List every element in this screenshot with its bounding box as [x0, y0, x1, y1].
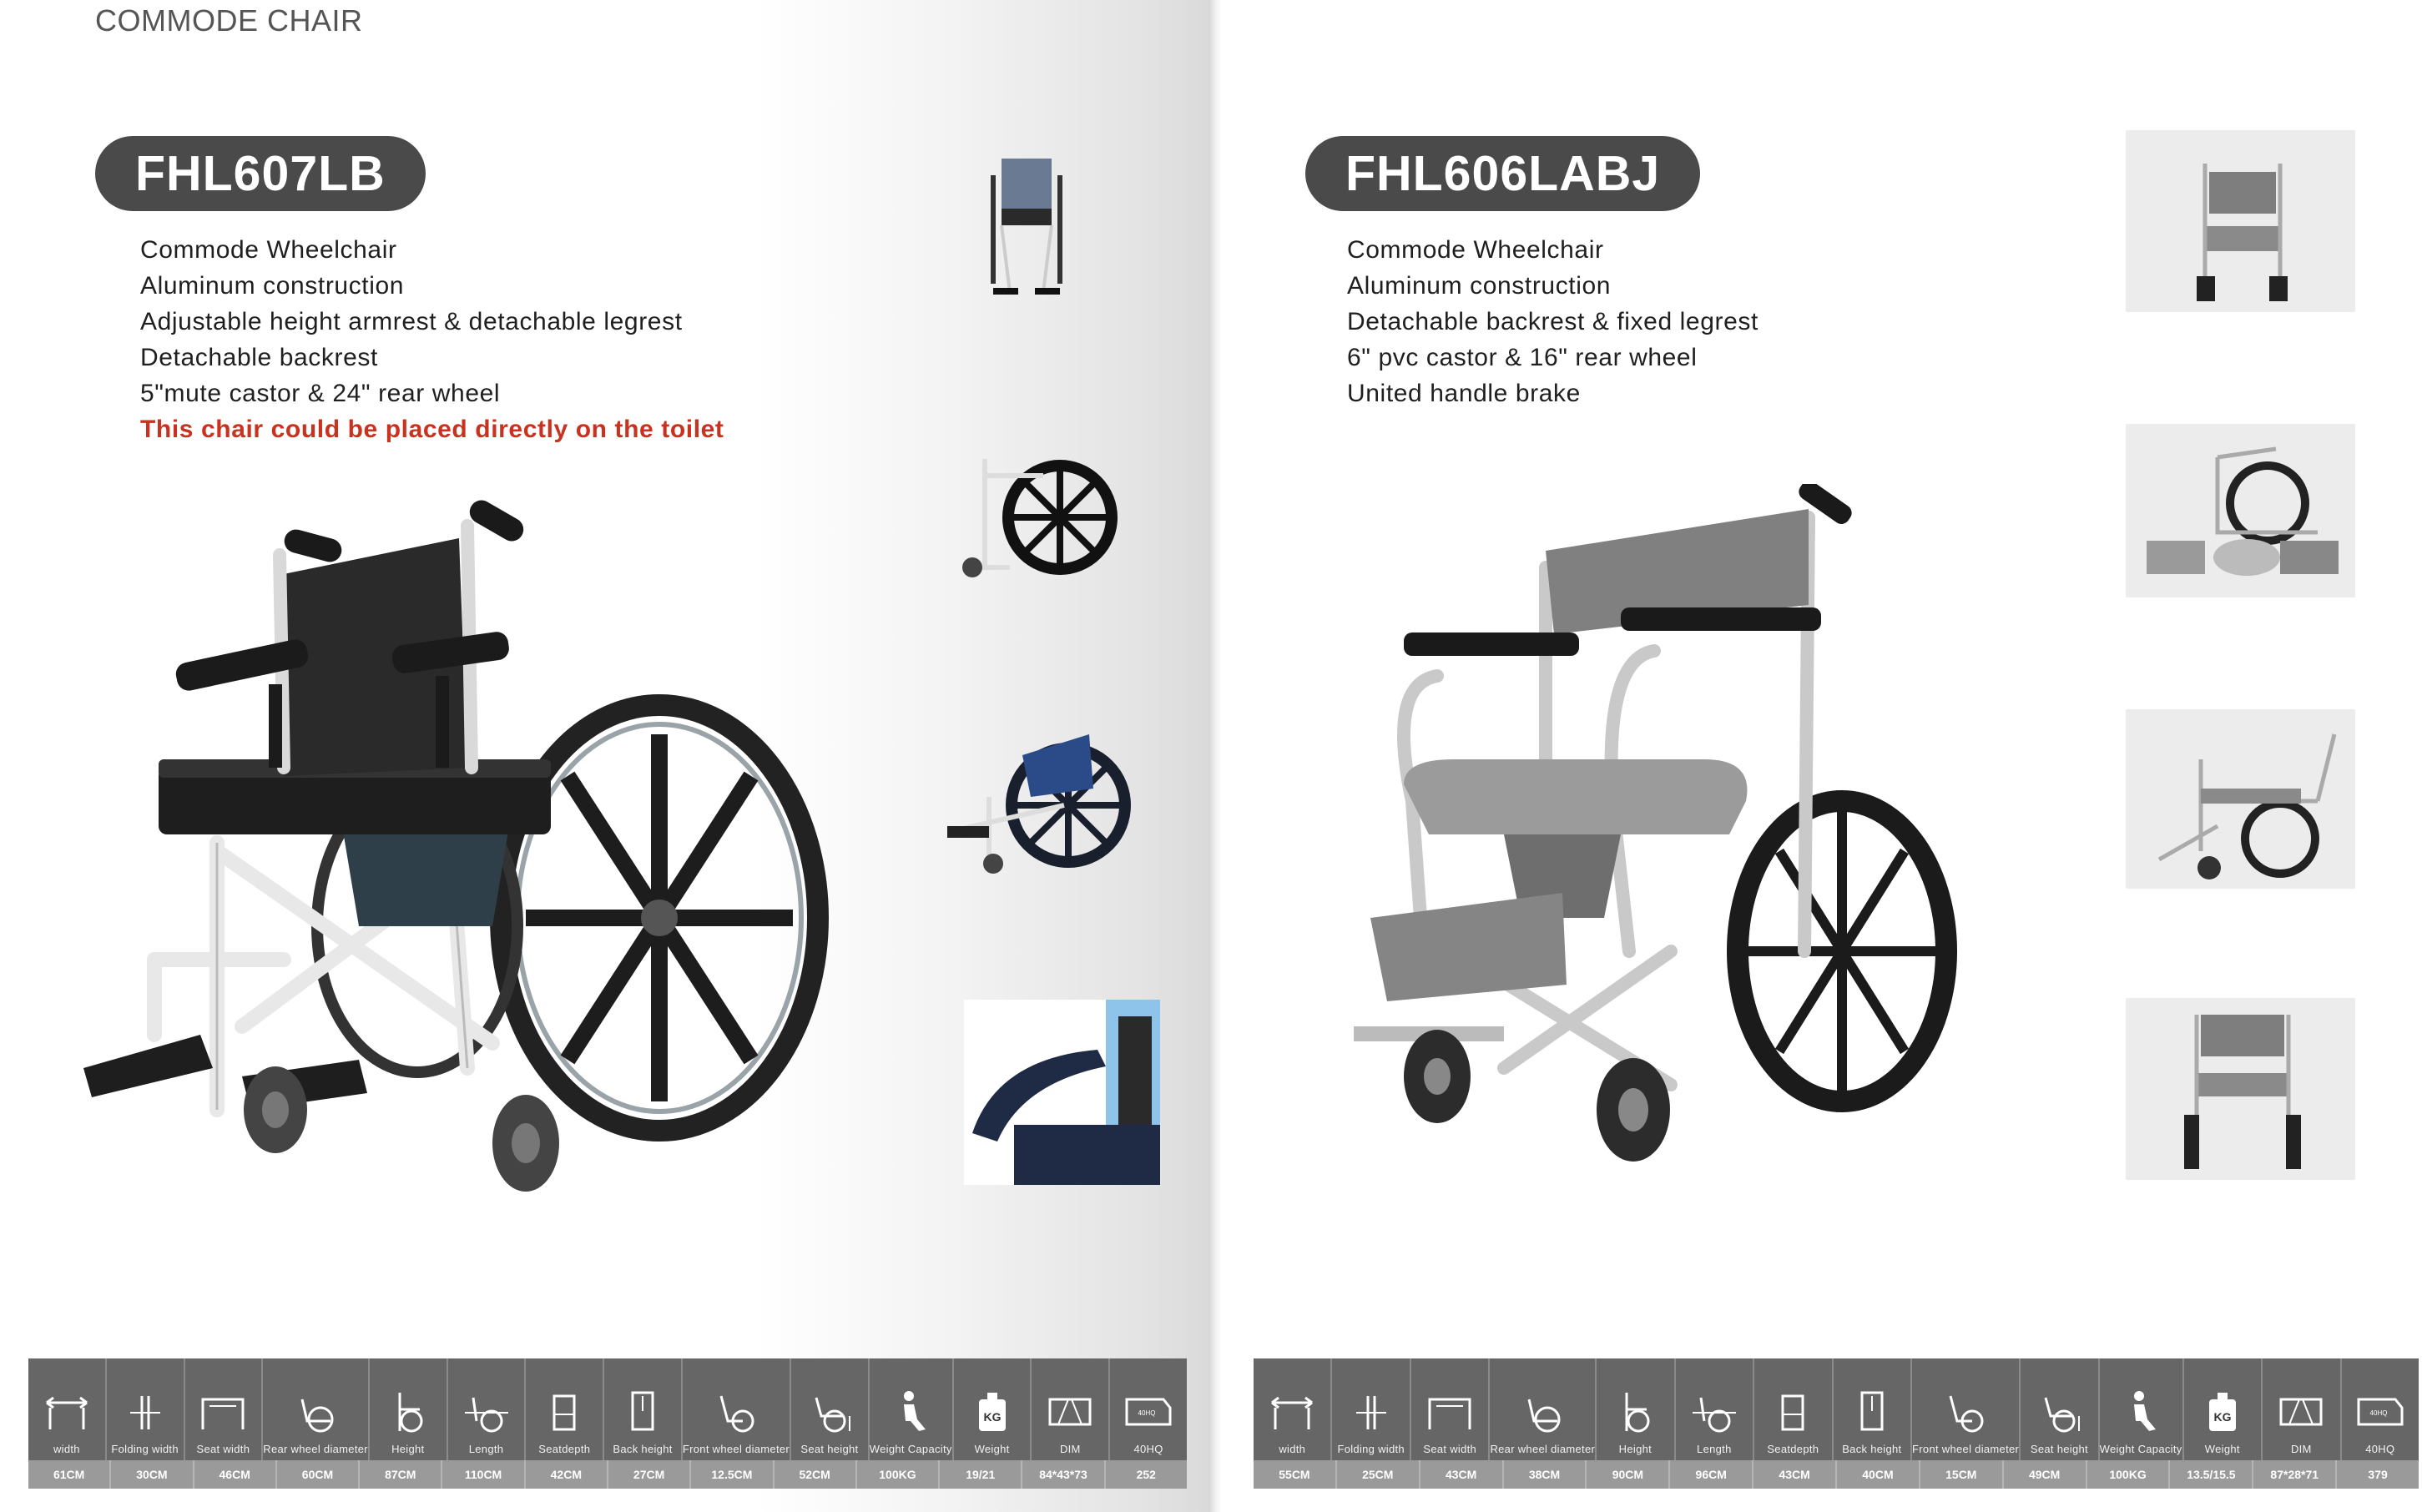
spec-cell	[370, 1358, 448, 1460]
length-icon	[460, 1388, 513, 1436]
spec-cell	[28, 1358, 107, 1460]
spec-value: 42CM	[526, 1460, 608, 1489]
spec-value: 46CM	[194, 1460, 277, 1489]
container-icon	[1122, 1388, 1175, 1436]
spec-label: Weight	[974, 1443, 1010, 1455]
spec-cell	[1332, 1358, 1410, 1460]
spec-cell	[2342, 1358, 2419, 1460]
spec-value: 43CM	[1753, 1460, 1837, 1489]
spec-value: 84*43*73	[1022, 1460, 1105, 1489]
spec-label: Front wheel diameter	[682, 1443, 790, 1455]
spec-value: 110CM	[442, 1460, 525, 1489]
spec-value: 13.5/15.5	[2170, 1460, 2253, 1489]
spec-value: 87CM	[360, 1460, 442, 1489]
spec-label: 40HQ	[2365, 1443, 2395, 1455]
product-image-fhl607lb	[75, 492, 843, 1210]
feature-item: Detachable backrest	[140, 344, 378, 371]
thumbnail-front-view	[2126, 130, 2355, 312]
feature-item: Aluminum construction	[140, 272, 405, 300]
height-icon	[1608, 1388, 1662, 1436]
back-height-icon	[616, 1388, 669, 1436]
svg-text:KG: KG	[2213, 1410, 2232, 1424]
weight-capacity-icon	[884, 1388, 937, 1436]
product-image-fhl606labj	[1354, 484, 2013, 1168]
feature-item: United handle brake	[1347, 380, 1581, 407]
spec-label: Height	[391, 1443, 425, 1455]
thumbnail-side-folded	[951, 442, 1135, 592]
svg-text:KG: KG	[983, 1410, 1002, 1424]
spec-value: 96CM	[1670, 1460, 1753, 1489]
seat-width-icon	[196, 1388, 250, 1436]
spec-cell	[604, 1358, 683, 1460]
seatdepth-icon	[537, 1388, 591, 1436]
spec-value: 90CM	[1587, 1460, 1670, 1489]
thumbnail-angle-view	[939, 713, 1148, 880]
spec-cell	[1754, 1358, 1833, 1460]
spec-value: 61CM	[28, 1460, 111, 1489]
svg-text:40HQ: 40HQ	[1138, 1409, 1156, 1417]
spec-value: 27CM	[608, 1460, 691, 1489]
spec-cell	[263, 1358, 370, 1460]
spec-label: Seat height	[800, 1443, 859, 1455]
spec-label: 40HQ	[1133, 1443, 1163, 1455]
spec-cell	[2184, 1358, 2263, 1460]
seatdepth-icon	[1766, 1388, 1819, 1436]
spec-label: Height	[1618, 1443, 1653, 1455]
spec-value: 19/21	[940, 1460, 1022, 1489]
spec-value: 100KG	[2087, 1460, 2171, 1489]
spec-table-fhl607lb	[28, 1358, 1187, 1489]
spec-value: 87*28*71	[2253, 1460, 2337, 1489]
spec-cell	[1834, 1358, 1912, 1460]
feature-list	[1347, 232, 1758, 411]
section-title: COMMODE CHAIR	[95, 3, 363, 38]
spec-label: Weight Capacity	[869, 1443, 952, 1455]
spec-label: Seatdepth	[1767, 1443, 1819, 1455]
spec-value: 52CM	[775, 1460, 857, 1489]
spec-label: Folding width	[111, 1443, 179, 1455]
folding-width-icon	[1345, 1388, 1398, 1436]
spec-cell	[1411, 1358, 1490, 1460]
spec-cell	[2100, 1358, 2184, 1460]
spec-label: width	[53, 1443, 80, 1455]
feature-item: Detachable backrest & fixed legrest	[1347, 308, 1758, 335]
model-badge: FHL607LB	[95, 136, 426, 211]
spec-cell	[870, 1358, 954, 1460]
back-height-icon	[1845, 1388, 1899, 1436]
spec-label: Back height	[613, 1443, 673, 1455]
spec-value: 252	[1136, 1468, 1156, 1481]
spec-value: 379	[2368, 1468, 2388, 1481]
width-icon	[1265, 1388, 1319, 1436]
spec-value-row	[1254, 1460, 2419, 1489]
front-wheel-icon	[709, 1388, 763, 1436]
spec-label: Front wheel diameter	[1912, 1443, 2020, 1455]
spec-value: 12.5CM	[691, 1460, 774, 1489]
spec-table-fhl606labj	[1254, 1358, 2419, 1489]
folding-width-icon	[119, 1388, 172, 1436]
spec-label: Back height	[1842, 1443, 1902, 1455]
spec-label: Seat height	[2030, 1443, 2088, 1455]
spec-cell	[1912, 1358, 2021, 1460]
spec-label: Weight	[2204, 1443, 2240, 1455]
spec-label: Seat width	[1423, 1443, 1477, 1455]
spec-label: Seat width	[196, 1443, 250, 1455]
spec-value: 15CM	[1920, 1460, 2004, 1489]
svg-text:40HQ: 40HQ	[2369, 1409, 2388, 1417]
front-wheel-icon	[1939, 1388, 1992, 1436]
spec-cell	[185, 1358, 264, 1460]
spec-value: 38CM	[1504, 1460, 1587, 1489]
spec-cell	[448, 1358, 527, 1460]
thumbnail-back-view	[2126, 998, 2355, 1180]
spec-label: DIM	[2290, 1443, 2312, 1455]
spec-value: 55CM	[1254, 1460, 1337, 1489]
weight-capacity-icon	[2114, 1388, 2167, 1436]
right-page	[1220, 0, 2422, 1512]
feature-list	[140, 232, 724, 447]
thumbnail-front-view	[985, 142, 1068, 317]
spec-cell	[107, 1358, 185, 1460]
spec-label: Length	[1697, 1443, 1732, 1455]
spec-label: Rear wheel diameter	[263, 1443, 368, 1455]
spec-cell	[683, 1358, 791, 1460]
spec-label: width	[1279, 1443, 1306, 1455]
dim-icon	[1043, 1388, 1097, 1436]
rear-wheel-icon	[289, 1388, 342, 1436]
spec-label: Seatdepth	[538, 1443, 591, 1455]
spec-value: 43CM	[1420, 1460, 1504, 1489]
spec-value: 30CM	[111, 1460, 194, 1489]
spec-icon-row	[1254, 1358, 2419, 1460]
spec-cell	[791, 1358, 870, 1460]
spec-cell	[1110, 1358, 1187, 1460]
weight-icon	[2196, 1388, 2249, 1436]
height-icon	[381, 1388, 435, 1436]
dim-icon	[2274, 1388, 2328, 1436]
spec-cell	[1490, 1358, 1597, 1460]
spec-cell	[1676, 1358, 1754, 1460]
feature-item: Adjustable height armrest & detachable legrest	[140, 308, 683, 335]
length-icon	[1688, 1388, 1741, 1436]
spec-cell	[1254, 1358, 1332, 1460]
spec-value-row	[28, 1460, 1187, 1489]
container-icon	[2354, 1388, 2407, 1436]
spec-label: Rear wheel diameter	[1490, 1443, 1596, 1455]
spec-cell	[1032, 1358, 1110, 1460]
feature-item: Commode Wheelchair	[140, 236, 397, 264]
rear-wheel-icon	[1516, 1388, 1569, 1436]
spec-value: 60CM	[277, 1460, 360, 1489]
spec-label: DIM	[1059, 1443, 1081, 1455]
feature-item: Commode Wheelchair	[1347, 236, 1604, 264]
spec-cell	[526, 1358, 604, 1460]
feature-item: Aluminum construction	[1347, 272, 1612, 300]
feature-item: 6" pvc castor & 16" rear wheel	[1347, 344, 1698, 371]
spec-cell	[1597, 1358, 1675, 1460]
spec-cell	[954, 1358, 1032, 1460]
spec-cell	[2021, 1358, 2099, 1460]
seat-width-icon	[1423, 1388, 1476, 1436]
spec-label: Folding width	[1337, 1443, 1405, 1455]
spec-cell	[2263, 1358, 2341, 1460]
spec-value: 25CM	[1337, 1460, 1420, 1489]
spec-icon-row	[28, 1358, 1187, 1460]
thumbnail-armrest-detail	[964, 1000, 1160, 1185]
thumbnail-disassembled	[2126, 424, 2355, 597]
width-icon	[40, 1388, 93, 1436]
weight-icon	[966, 1388, 1019, 1436]
spec-value: 49CM	[2004, 1460, 2087, 1489]
seat-height-icon	[803, 1388, 856, 1436]
model-badge: FHL606LABJ	[1305, 136, 1700, 211]
toilet-highlight: This chair could be placed directly on the toilet	[140, 416, 724, 443]
spec-value: 100KG	[857, 1460, 940, 1489]
spec-label: Length	[468, 1443, 504, 1455]
spec-label: Weight Capacity	[2099, 1443, 2182, 1455]
feature-item: 5"mute castor & 24" rear wheel	[140, 380, 501, 407]
spec-value: 40CM	[1837, 1460, 1920, 1489]
thumbnail-side-view	[2126, 709, 2355, 889]
seat-height-icon	[2032, 1388, 2086, 1436]
